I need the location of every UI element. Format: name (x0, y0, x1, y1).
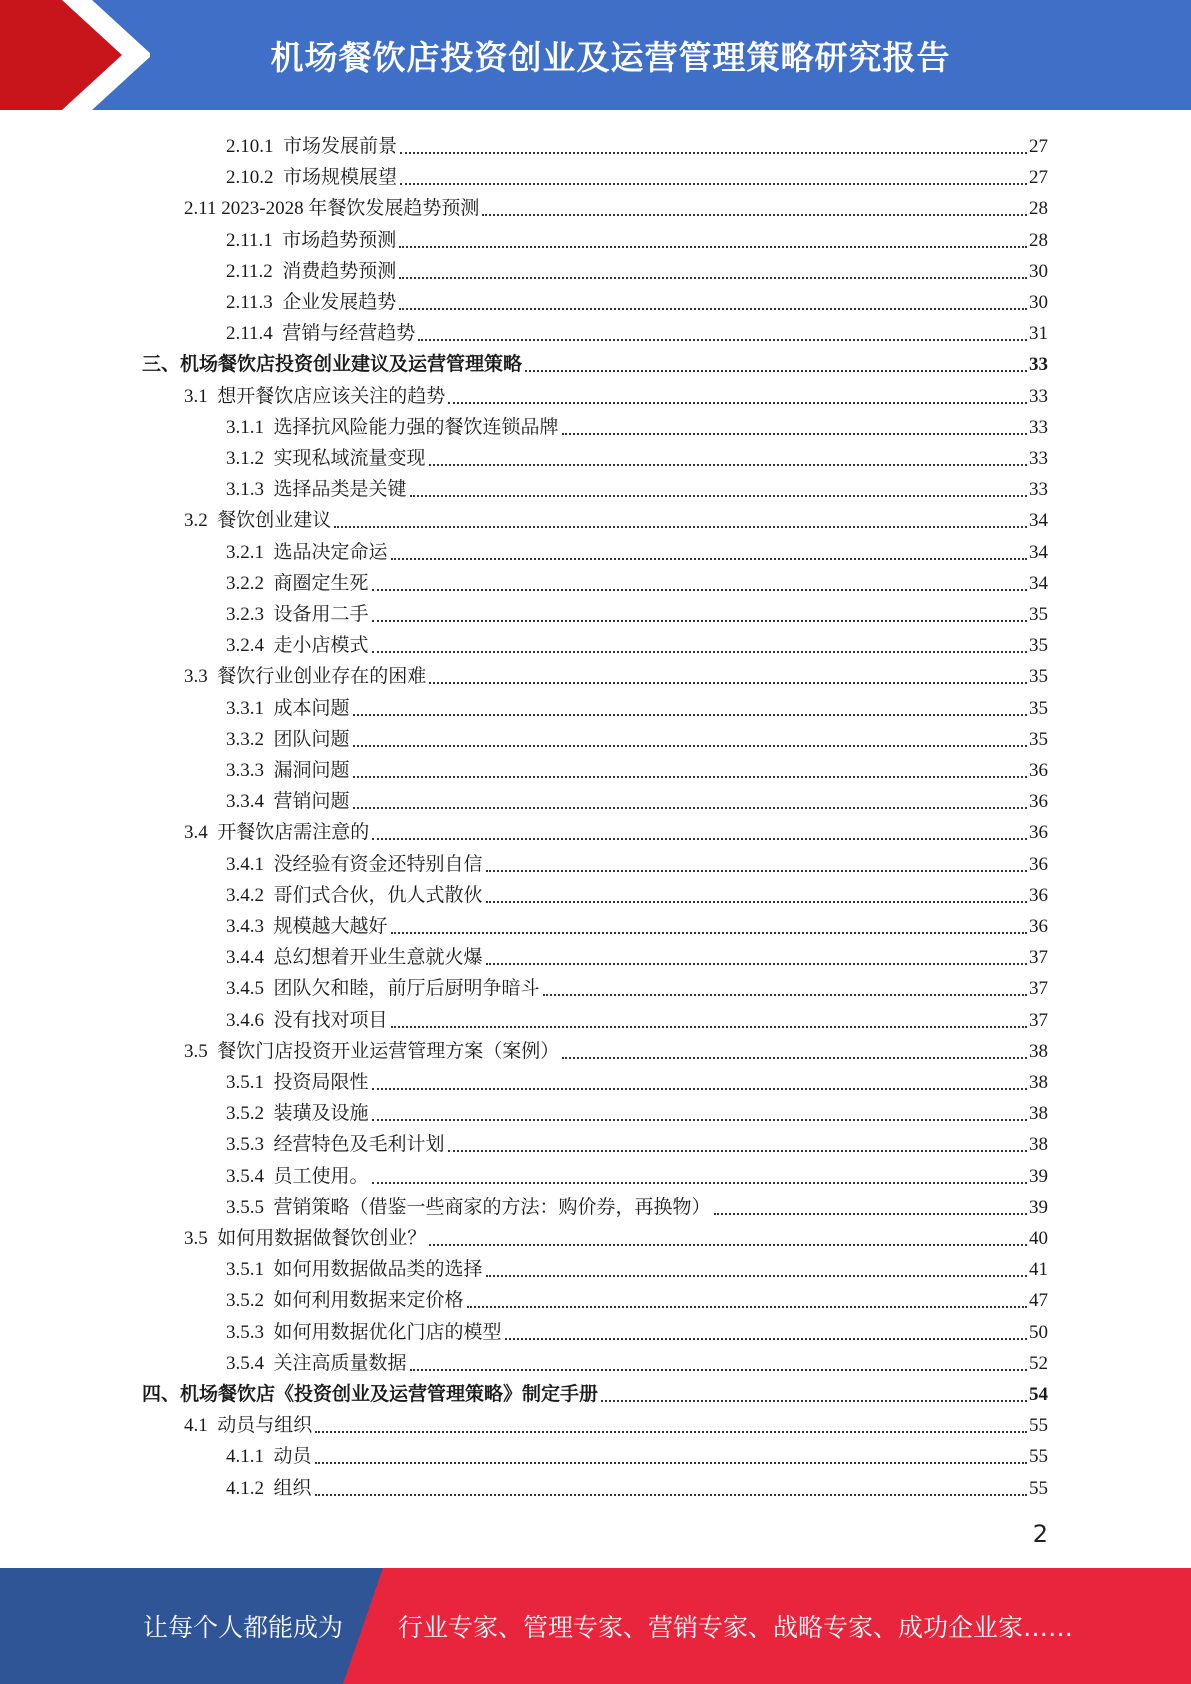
toc-entry-label: 三、机场餐饮店投资创业建议及运营管理策略 (142, 354, 523, 376)
toc-entry-label: 四、机场餐饮店《投资创业及运营管理策略》制定手册 (142, 1384, 599, 1405)
toc-entry-page: 27 (1029, 136, 1048, 157)
toc-leader-dots (429, 682, 1027, 684)
toc-entry-label: 3.5.2 装璜及设施 (226, 1103, 369, 1125)
toc-leader-dots (410, 495, 1027, 497)
footer-slogan-right: 行业专家、管理专家、营销专家、战略专家、成功企业家…… (398, 1613, 1074, 1642)
toc-entry-page: 30 (1029, 292, 1048, 313)
toc-entry-page: 33 (1029, 448, 1048, 469)
toc-entry[interactable] (184, 814, 1048, 845)
toc-leader-dots (334, 526, 1027, 528)
toc-entry[interactable] (184, 190, 1048, 221)
toc-entry-page: 52 (1029, 1352, 1048, 1374)
toc-leader-dots (410, 1369, 1027, 1371)
toc-entry[interactable] (226, 1345, 1048, 1376)
toc-entry[interactable] (184, 378, 1048, 409)
toc-leader-dots (543, 994, 1027, 996)
document-title: 机场餐饮店投资创业及运营管理策略研究报告 (270, 37, 951, 77)
toc-entry[interactable] (226, 846, 1048, 877)
toc-entry[interactable] (226, 1314, 1048, 1345)
toc-leader-dots (562, 433, 1027, 435)
toc-leader-dots (353, 776, 1027, 778)
toc-leader-dots (399, 246, 1027, 248)
toc-entry[interactable] (226, 1438, 1048, 1469)
toc-entry[interactable] (226, 128, 1048, 159)
toc-entry-page: 34 (1029, 572, 1048, 594)
toc-leader-dots (448, 402, 1027, 404)
toc-entry-label: 3.4.6 没有找对项目 (226, 1009, 388, 1031)
toc-entry-label: 2.11.1 市场趋势预测 (226, 229, 397, 251)
toc-entry[interactable] (226, 721, 1048, 752)
toc-entry-label: 3.5.4 关注高质量数据 (226, 1352, 407, 1374)
toc-entry-page: 36 (1029, 916, 1048, 937)
toc-entry-page: 39 (1029, 1196, 1048, 1218)
toc-entry[interactable] (226, 1158, 1048, 1189)
toc-entry-page: 50 (1029, 1321, 1048, 1343)
toc-leader-dots (391, 932, 1027, 934)
toc-entry-page: 28 (1029, 198, 1048, 220)
toc-entry-label: 3.1.1 选择抗风险能力强的餐饮连锁品牌 (226, 416, 559, 438)
toc-leader-dots (714, 1213, 1027, 1215)
toc-entry-label: 3.4.5 团队欠和睦，前厅后厨明争暗斗 (226, 978, 540, 1000)
toc-entry[interactable] (226, 534, 1048, 565)
toc-entry-label: 4.1 动员与组织 (184, 1415, 313, 1437)
toc-entry[interactable] (226, 1189, 1048, 1220)
toc-entry[interactable] (226, 409, 1048, 440)
toc-entry-page: 37 (1029, 947, 1048, 969)
toc-entry-label: 3.3.4 营销问题 (226, 791, 350, 813)
toc-leader-dots (429, 1244, 1027, 1246)
toc-entry-label: 3.5 餐饮门店投资开业运营管理方案（案例） (184, 1040, 560, 1062)
toc-entry-label: 3.4.2 哥们式合伙，仇人式散伙 (226, 884, 483, 906)
toc-entry-label: 4.1.2 组织 (226, 1477, 312, 1499)
footer-banner (0, 1568, 1191, 1684)
toc-entry-label: 3.1.2 实现私域流量变现 (226, 448, 426, 469)
toc-entry-label: 3.3.3 漏洞问题 (226, 760, 350, 781)
toc-entry-page: 38 (1029, 1072, 1048, 1093)
toc-entry-label: 3.2 餐饮创业建议 (184, 510, 332, 532)
toc-leader-dots (391, 558, 1027, 560)
toc-entry-page: 55 (1029, 1477, 1048, 1499)
toc-entry-label: 3.2.3 设备用二手 (226, 604, 369, 625)
toc-entry[interactable] (226, 440, 1048, 471)
toc-entry[interactable] (226, 627, 1048, 658)
toc-leader-dots (353, 745, 1027, 747)
toc-entry-page: 33 (1029, 385, 1048, 407)
toc-entry-label: 3.3.1 成本问题 (226, 697, 350, 719)
toc-entry-page: 36 (1029, 791, 1048, 813)
toc-entry-label: 2.11.2 消费趋势预测 (226, 260, 397, 282)
page-number: 2 (1032, 1520, 1048, 1548)
toc-leader-dots (315, 1431, 1027, 1433)
toc-leader-dots (391, 1026, 1027, 1028)
toc-leader-dots (372, 838, 1027, 840)
toc-entry[interactable] (226, 1282, 1048, 1313)
toc-leader-dots (315, 1462, 1027, 1464)
toc-entry-label: 3.5.3 经营特色及毛利计划 (226, 1134, 445, 1156)
toc-entry-page: 34 (1029, 541, 1048, 563)
toc-entry-label: 3.5 如何用数据做餐饮创业？ (184, 1228, 427, 1249)
toc-leader-dots (372, 651, 1027, 653)
toc-entry-label: 3.4.4 总幻想着开业生意就火爆 (226, 947, 483, 969)
toc-entry-label: 2.11.4 营销与经营趋势 (226, 323, 416, 345)
toc-entry-label: 2.10.1 市场发展前景 (226, 136, 398, 157)
toc-entry[interactable] (226, 253, 1048, 284)
toc-entry-label: 3.5.2 如何利用数据来定价格 (226, 1290, 464, 1312)
toc-entry-page: 36 (1029, 822, 1048, 844)
toc-leader-dots (353, 807, 1027, 809)
toc-entry-page: 27 (1029, 167, 1048, 189)
toc-entry[interactable] (184, 1220, 1048, 1251)
toc-entry-label: 3.5.5 营销策略（借鉴一些商家的方法：购价券，再换物） (226, 1196, 711, 1218)
toc-entry-page: 33 (1029, 354, 1048, 376)
toc-entry[interactable] (226, 284, 1048, 315)
toc-entry[interactable] (226, 159, 1048, 190)
toc-entry[interactable] (184, 1033, 1048, 1064)
toc-entry-page: 35 (1029, 697, 1048, 719)
toc-entry-page: 38 (1029, 1040, 1048, 1062)
toc-entry[interactable] (184, 1407, 1048, 1438)
toc-leader-dots (399, 308, 1027, 310)
toc-entry[interactable] (184, 658, 1048, 689)
toc-leader-dots (372, 589, 1027, 591)
toc-entry[interactable] (226, 1251, 1048, 1282)
toc-entry[interactable] (226, 970, 1048, 1001)
toc-entry-label: 3.1 想开餐饮店应该关注的趋势 (184, 385, 446, 407)
toc-entry[interactable] (226, 908, 1048, 939)
toc-entry-label: 4.1.1 动员 (226, 1446, 312, 1468)
toc-entry-label: 3.2.4 走小店模式 (226, 635, 369, 657)
toc-leader-dots (399, 277, 1027, 279)
header-chevron-decoration (0, 0, 150, 110)
toc-leader-dots (486, 1275, 1027, 1277)
toc-entry[interactable] (226, 1002, 1048, 1033)
toc-entry[interactable] (226, 565, 1048, 596)
toc-leader-dots (353, 714, 1027, 716)
toc-entry-label: 3.5.4 员工使用。 (226, 1165, 369, 1187)
toc-entry[interactable] (226, 783, 1048, 814)
toc-entry-page: 33 (1029, 479, 1048, 501)
toc-entry-label: 3.4 开餐饮店需注意的 (184, 822, 370, 844)
toc-entry[interactable] (226, 939, 1048, 970)
toc-entry[interactable] (142, 346, 1048, 377)
toc-entry-page: 39 (1029, 1165, 1048, 1187)
toc-leader-dots (505, 1338, 1027, 1340)
toc-entry-page: 36 (1029, 760, 1048, 781)
toc-leader-dots (372, 620, 1027, 622)
toc-entry[interactable] (226, 1095, 1048, 1126)
toc-entry-page: 37 (1029, 978, 1048, 1000)
toc-entry[interactable] (226, 877, 1048, 908)
toc-entry-page: 54 (1029, 1384, 1048, 1405)
toc-leader-dots (372, 1088, 1027, 1090)
toc-entry-label: 2.10.2 市场规模展望 (226, 167, 398, 189)
toc-entry-page: 30 (1029, 260, 1048, 282)
toc-entry-page: 40 (1029, 1228, 1048, 1249)
toc-entry-page: 41 (1029, 1259, 1048, 1281)
toc-leader-dots (315, 1494, 1027, 1496)
toc-entry-page: 35 (1029, 604, 1048, 625)
toc-entry-label: 3.5.3 如何用数据优化门店的模型 (226, 1321, 502, 1343)
toc-entry-label: 2.11 2023-2028 年餐饮发展趋势预测 (184, 198, 480, 220)
toc-entry[interactable] (226, 315, 1048, 346)
toc-entry-label: 3.5.1 如何用数据做品类的选择 (226, 1259, 483, 1281)
toc-entry-label: 3.3.2 团队问题 (226, 728, 350, 750)
toc-entry[interactable] (142, 1376, 1048, 1407)
toc-entry-page: 36 (1029, 853, 1048, 875)
toc-entry-page: 37 (1029, 1009, 1048, 1031)
toc-entry[interactable] (226, 471, 1048, 502)
toc-entry[interactable] (226, 222, 1048, 253)
toc-entry[interactable] (226, 1470, 1048, 1501)
toc-entry[interactable] (226, 1126, 1048, 1157)
toc-entry-page: 38 (1029, 1103, 1048, 1125)
toc-leader-dots (467, 1306, 1027, 1308)
toc-entry[interactable] (226, 1064, 1048, 1095)
toc-leader-dots (400, 152, 1027, 154)
header-banner (0, 0, 1191, 110)
toc-entry-label: 3.4.3 规模越大越好 (226, 916, 388, 937)
toc-leader-dots (372, 1119, 1027, 1121)
toc-leader-dots (486, 901, 1027, 903)
toc-leader-dots (525, 370, 1027, 372)
toc-entry-page: 36 (1029, 884, 1048, 906)
footer-slogan-left: 让每个人都能成为 (143, 1613, 344, 1642)
toc-entry-label: 3.2.2 商圈定生死 (226, 572, 369, 594)
toc-entry[interactable] (226, 690, 1048, 721)
toc-entry[interactable] (226, 596, 1048, 627)
toc-leader-dots (418, 339, 1027, 341)
toc-entry-label: 3.5.1 投资局限性 (226, 1072, 369, 1093)
toc-entry-page: 55 (1029, 1415, 1048, 1437)
toc-leader-dots (372, 1182, 1027, 1184)
toc-entry-label: 3.4.1 没经验有资金还特别自信 (226, 853, 483, 875)
toc-entry-label: 3.2.1 选品决定命运 (226, 541, 388, 563)
toc-leader-dots (429, 464, 1027, 466)
toc-entry-page: 55 (1029, 1446, 1048, 1468)
toc-leader-dots (601, 1400, 1027, 1402)
toc-entry-page: 35 (1029, 728, 1048, 750)
toc-entry-page: 35 (1029, 635, 1048, 657)
toc-leader-dots (486, 870, 1027, 872)
toc-leader-dots (448, 1150, 1027, 1152)
toc-leader-dots (562, 1057, 1027, 1059)
toc-entry-label: 3.1.3 选择品类是关键 (226, 479, 407, 501)
toc-entry-page: 47 (1029, 1290, 1048, 1312)
toc-entry-page: 31 (1029, 323, 1048, 345)
toc-entry-page: 34 (1029, 510, 1048, 532)
toc-entry-page: 28 (1029, 229, 1048, 251)
toc-entry-page: 35 (1029, 666, 1048, 688)
toc-entry[interactable] (226, 752, 1048, 783)
toc-entry[interactable] (184, 502, 1048, 533)
toc-leader-dots (482, 214, 1027, 216)
toc-leader-dots (486, 963, 1027, 965)
toc-entry-label: 2.11.3 企业发展趋势 (226, 292, 397, 313)
toc-entry-page: 33 (1029, 416, 1048, 438)
toc-entry-label: 3.3 餐饮行业创业存在的困难 (184, 666, 427, 688)
toc-leader-dots (400, 183, 1027, 185)
toc-entry-page: 38 (1029, 1134, 1048, 1156)
